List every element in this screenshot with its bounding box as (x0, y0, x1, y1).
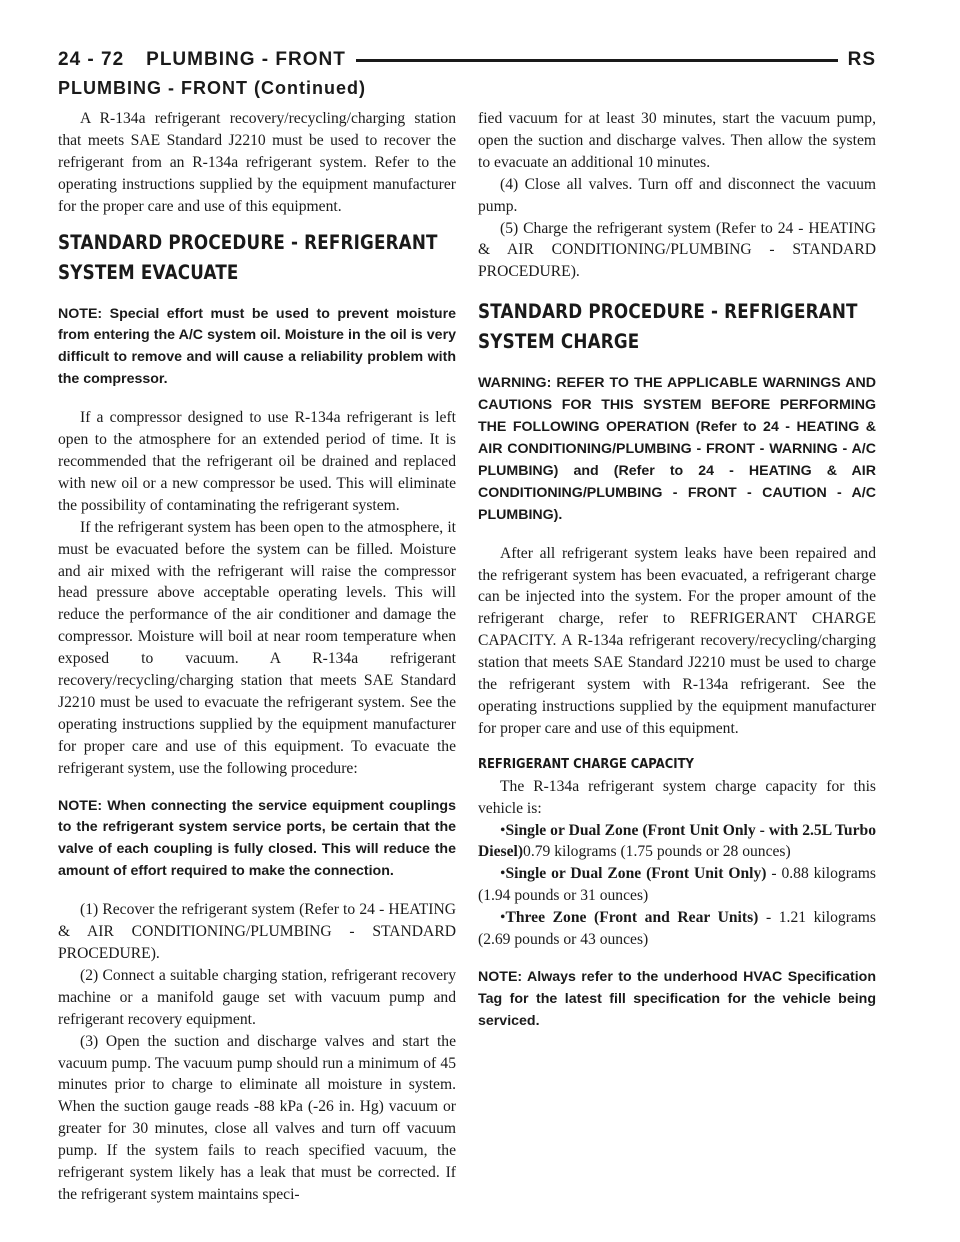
capacity-item: •Single or Dual Zone (Front Unit Only) - 0.88 kilograms (1.94 pounds or 31 ounces) (478, 865, 877, 905)
continued-title: PLUMBING - FRONT (Continued) (58, 78, 366, 98)
bullet-icon: • (500, 821, 506, 839)
right-column (478, 108, 876, 1049)
step-2: (2) Connect a suitable charging station, refrigerant recovery machine or a manifold gauge set with vacuum pump and refrigerant recovery equipment. (58, 966, 456, 1028)
brand-code: RS (847, 49, 876, 70)
capacity-item: •Single or Dual Zone (Front Unit Only - with 2.5L Turbo Diesel)0.79 kilograms (1.75 pounds or 28 ounces) (478, 821, 876, 861)
evacuate-paragraph: If the refrigerant system has been open to the atmosphere, it must be evacuated before the system can be filled. Moisture and air mixed with the refrigerant will raise the compressor head pressure above acceptable operating levels. This will reduce the performance of the air conditioner and damage the compressor. Moisture will boil at near room temperature when exposed to vacuum. A R-134a refrigerant recovery/recycling/charging station that meets SAE Standard J2210 must be used to evacuate the refrigerant system. See the operating instructions supplied by the equipment manufacturer for proper care and use of this equipment. To evacuate the refrigerant system, use the following procedure: (58, 518, 456, 777)
left-column (58, 108, 456, 1206)
capacity-heading: REFRIGERANT CHARGE CAPACITY (478, 755, 694, 772)
step-3: (3) Open the suction and discharge valves and start the vacuum pump. The vacuum pump should run a minimum of 45 minutes prior to charge to eliminate all moisture in system. When the suction gauge reads -88 kPa (-26 in. Hg) vacuum or greater for 30 minutes, close all valves and turn off vacuum pump. If the system fails to reach specified vacuum, the refrigerant system likely has a leak that must be corrected. If the refrigerant system maintains speci- (58, 1032, 456, 1203)
charge-heading: STANDARD PROCEDURE - REFRIGERANT SYSTEM CHARGE (478, 300, 858, 354)
page-number: 24 - 72 (58, 49, 125, 70)
step-5: (5) Charge the refrigerant system (Refer to 24 - HEATING & AIR CONDITIONING/PLUMBING - STANDARD PROCEDURE). (478, 219, 876, 281)
section-title: PLUMBING - FRONT (146, 49, 346, 70)
intro-paragraph: A R-134a refrigerant recovery/recycling/charging station that meets SAE Standard J2210 must be used to recover the refrigerant from an R-134a refrigerant system. Refer to the operating instructions supplied by the equipment manufacturer for the proper care and use of this equipment. (58, 110, 456, 215)
charge-paragraph: After all refrigerant system leaks have been repaired and the refrigerant system has been evacuated, a refrigerant charge can be injected into the system. For the proper amount of the refrigerant charge, refer to REFRIGERANT CHARGE CAPACITY. A R-134a refrigerant recovery/recycling/charging station that meets SAE Standard J2210 must be used to charge the refrigerant system with R-134a refrigerant. See the operating instructions supplied by the equipment manufacturer for proper care and use of this equipment. (478, 544, 876, 737)
step-3-continued: fied vacuum for at least 30 minutes, start the vacuum pump, open the suction and discharge valves. Then allow the system to evacuate an additional 10 minutes. (478, 110, 876, 171)
couplings-note: NOTE: When connecting the service equipment couplings to the refrigerant system service ports, be certain that the valve of each coupling is fully closed. This will reduce the amount of effort required to make the connection. (58, 797, 456, 880)
page-header (58, 48, 876, 72)
evacuate-heading: STANDARD PROCEDURE - REFRIGERANT SYSTEM EVACUATE (58, 230, 438, 284)
bullet-icon: • (500, 909, 506, 927)
capacity-intro: The R-134a refrigerant system charge capacity for this vehicle is: (478, 777, 876, 817)
compressor-paragraph: If a compressor designed to use R-134a refrigerant is left open to the atmosphere for an extended period of time. It is recommended that the refrigerant oil be drained and replaced with new oil or a new compressor be used. This will eliminate the possibility of contaminating the refrigerant system. (58, 409, 456, 514)
moisture-note: NOTE: Special effort must be used to prevent moisture from entering the A/C system oil. Moisture in the oil is very difficult to remove and will cause a reliability problem with the compressor. (58, 305, 456, 388)
header-rule (356, 59, 838, 62)
capacity-item: •Three Zone (Front and Rear Units) - 1.21 kilograms (2.69 pounds or 43 ounces) (478, 909, 877, 949)
step-1: (1) Recover the refrigerant system (Refer to 24 - HEATING & AIR CONDITIONING/PLUMBING - STANDARD PROCEDURE). (58, 901, 456, 962)
warning-note: WARNING: REFER TO THE APPLICABLE WARNINGS AND CAUTIONS FOR THIS SYSTEM BEFORE PERFORMING THE FOLLOWING OPERATION (Refer to 24 - HEATING & AIR CONDITIONING/PLUMBING - FRONT - WARNING - A/C PLUMBING) and (Refer to 24 - HEATING & AIR CONDITIONING/PLUMBING - FRONT - CAUTION - A/C PLUMBING). (478, 375, 876, 523)
step-4: (4) Close all valves. Turn off and disconnect the vacuum pump. (478, 175, 876, 215)
hvac-tag-note: NOTE: Always refer to the underhood HVAC Specification Tag for the latest fill specification for the vehicle being serviced. (478, 969, 876, 1029)
bullet-icon: • (500, 865, 506, 883)
